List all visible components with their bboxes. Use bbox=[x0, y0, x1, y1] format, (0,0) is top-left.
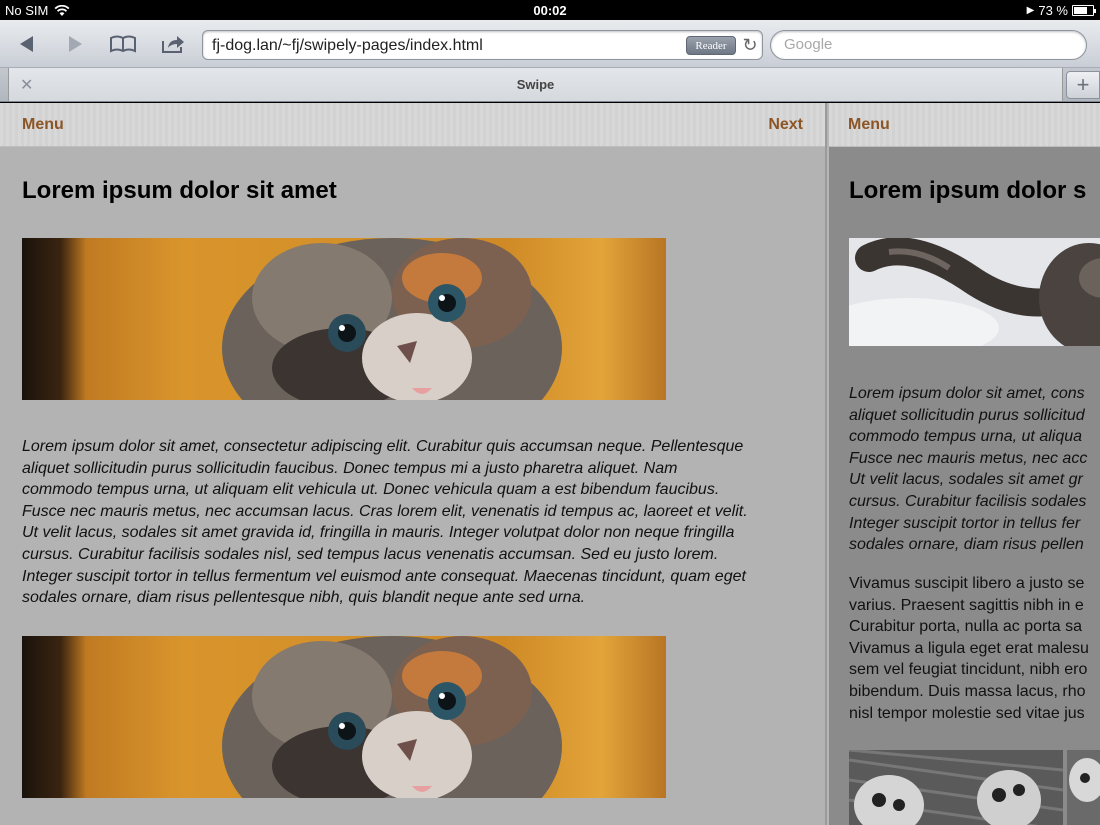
plus-icon: + bbox=[1076, 72, 1090, 97]
search-input[interactable] bbox=[784, 36, 1074, 53]
paragraph-line: sodales ornare, diam risus pellentesque nibh, quis blandit neque ante sed urna. bbox=[22, 589, 586, 607]
swipe-page-next[interactable] bbox=[829, 103, 1100, 825]
paragraph-line: cursus. Curabitur facilisis sodales bbox=[849, 492, 1087, 510]
paragraph-line: Fusce nec mauris metus, nec accumsan lacus. Cras lorem elit, venenatis id tempus ac, laoreet et velit. bbox=[22, 502, 748, 520]
next-link[interactable]: Next bbox=[768, 116, 803, 133]
battery-fill bbox=[1074, 7, 1087, 14]
page-title: Lorem ipsum dolor sit amet bbox=[22, 177, 337, 204]
reader-button[interactable]: Reader bbox=[686, 36, 736, 55]
paragraph-line: cursus. Curabitur facilisis sodales nisl, sed tempus lacus venenatis accumsan. Sed eu justo lorem. bbox=[22, 545, 719, 563]
status-right bbox=[1027, 3, 1094, 18]
kitten-image-2 bbox=[22, 636, 666, 798]
menu-link[interactable]: Menu bbox=[22, 116, 64, 133]
back-button[interactable] bbox=[14, 30, 40, 58]
cat-paws-image bbox=[849, 750, 1063, 825]
paragraph-line: sem vel feugiat tincidunt, nibh ero bbox=[849, 661, 1088, 679]
kitten-image bbox=[22, 238, 666, 400]
paragraph-line: nisl tempor molestie sed vitae jus bbox=[849, 704, 1085, 722]
page-navbar bbox=[0, 103, 825, 147]
paragraph-line: Fusce nec mauris metus, nec acc bbox=[849, 449, 1088, 467]
browser-toolbar bbox=[0, 20, 1100, 68]
paragraph-line: Ut velit lacus, sodales sit amet gr bbox=[849, 471, 1083, 489]
swipe-page-current[interactable] bbox=[0, 103, 827, 825]
close-tab-icon[interactable]: ✕ bbox=[20, 77, 34, 94]
forward-arrow-icon bbox=[65, 34, 85, 54]
paragraph-line: Lorem ipsum dolor sit amet, cons bbox=[849, 385, 1085, 402]
cat-tail-image bbox=[849, 238, 1100, 346]
paragraph-line: Ut velit lacus, sodales sit amet gravida id, fringilla in mauris. Integer volutpat dolor non neque fringilla bbox=[22, 524, 735, 542]
intro-paragraph-next bbox=[849, 383, 1100, 556]
paragraph-line: aliquet sollicitudin purus sollicitudin faucibus. Donec tempus mi a justo pharetra aliquet. Nam bbox=[22, 459, 678, 477]
status-bar bbox=[0, 0, 1100, 20]
forward-button[interactable] bbox=[62, 30, 88, 58]
paragraph-line: Vivamus a ligula eget erat malesu bbox=[849, 639, 1089, 657]
paragraph-line: Integer suscipit tortor in tellus fermentum vel euismod ante consequat. Maecenas tincidunt, quam eget bbox=[22, 567, 746, 585]
share-button[interactable] bbox=[158, 30, 188, 58]
paragraph-line: Curabitur porta, nulla ac porta sa bbox=[849, 618, 1083, 636]
bookmarks-button[interactable] bbox=[108, 30, 138, 58]
paragraph-line: bibendum. Duis massa lacus, rho bbox=[849, 682, 1086, 700]
address-bar[interactable] bbox=[202, 30, 763, 60]
tab-bar bbox=[0, 68, 1100, 102]
share-icon bbox=[160, 33, 186, 55]
page-title-next: Lorem ipsum dolor s bbox=[849, 177, 1087, 204]
carrier-label: No SIM bbox=[5, 3, 49, 18]
search-bar[interactable] bbox=[770, 30, 1087, 60]
address-url: fj-dog.lan/~fj/swipely-pages/index.html bbox=[212, 37, 483, 54]
tab-swipe[interactable] bbox=[8, 68, 1063, 101]
back-arrow-icon bbox=[17, 34, 37, 54]
intro-paragraph bbox=[22, 436, 812, 609]
page-navbar-next bbox=[829, 103, 1100, 147]
second-paragraph-next bbox=[849, 573, 1100, 724]
web-viewport[interactable] bbox=[0, 103, 1100, 825]
paragraph-line: commodo tempus urna, ut aliqua bbox=[849, 428, 1083, 446]
reload-icon[interactable]: ↻ bbox=[742, 34, 758, 55]
clock: 00:02 bbox=[533, 3, 567, 18]
paragraph-line: commodo tempus urna, ut aliquam elit vehicula ut. Donec vehicula quam a est bibendum faucibus. bbox=[22, 481, 720, 499]
battery-icon bbox=[1072, 5, 1094, 16]
new-tab-button[interactable] bbox=[1066, 71, 1100, 99]
bookmarks-book-icon bbox=[109, 34, 137, 54]
location-icon: ▶ bbox=[1026, 5, 1035, 16]
paragraph-line: aliquet sollicitudin purus sollicitud bbox=[849, 406, 1085, 424]
paragraph-line: sodales ornare, diam risus pellen bbox=[849, 536, 1084, 554]
menu-link-next[interactable]: Menu bbox=[848, 116, 890, 133]
paragraph-line: Lorem ipsum dolor sit amet, consectetur adipiscing elit. Curabitur quis accumsan neque. Pellentesque bbox=[22, 438, 744, 455]
paragraph-line: Vivamus suscipit libero a justo se bbox=[849, 575, 1085, 592]
tab-title: Swipe bbox=[516, 77, 555, 92]
paragraph-line: Integer suscipit tortor in tellus fer bbox=[849, 514, 1081, 532]
cat-paws-image-2 bbox=[1067, 750, 1100, 825]
battery-percent: 73 % bbox=[1038, 3, 1068, 18]
paragraph-line: varius. Praesent sagittis nibh in e bbox=[849, 596, 1084, 614]
